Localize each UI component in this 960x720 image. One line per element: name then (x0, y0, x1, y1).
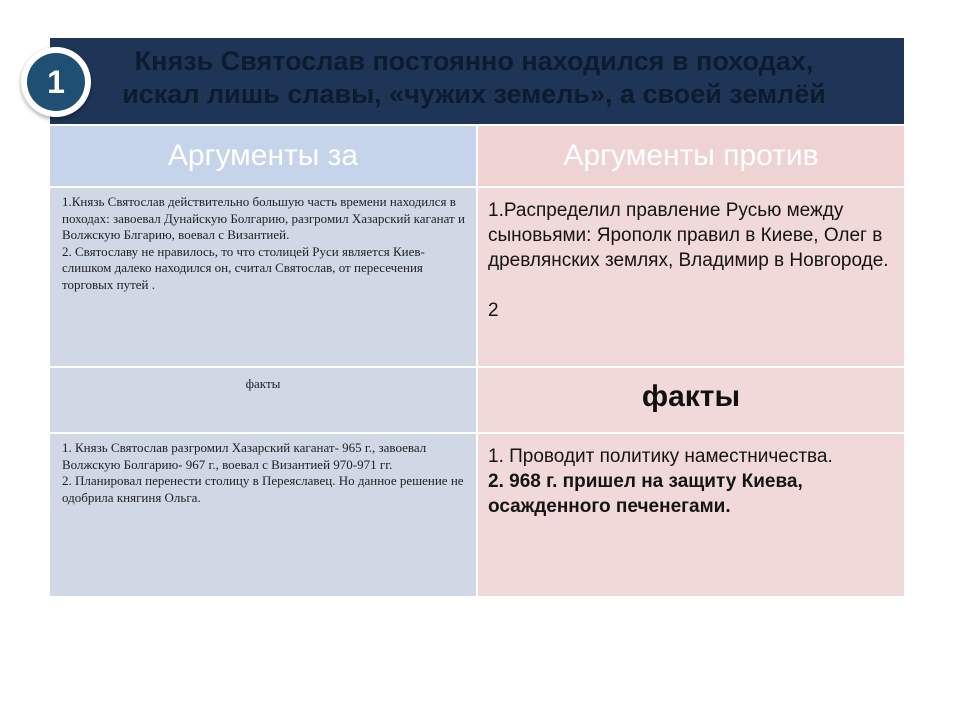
row1-against-point-1: 1.Распределил правление Русью между сыновьями: Ярополк правил в Киеве, Олег в древлянских землях, Владимир в Новгороде. (488, 200, 889, 271)
header-arguments-for: Аргументы за (49, 125, 477, 187)
row3-facts-for: 1. Князь Святослав разгромил Хазарский каганат- 965 г., завоевал Волжскую Болгарию- 967 г., воевал с Византией 970-971 гг. 2. Планировал перенести столицу в Переяславец. Но данное решение не одобрила княгиня Ольга. (49, 433, 477, 597)
comparison-table (48, 36, 906, 598)
row1-arguments-against (477, 187, 905, 367)
slide-title: Князь Святослав постоянно находился в походах, искал лишь славы, «чужих земель», а своей землёй (122, 46, 826, 109)
slide-number: 1 (27, 53, 85, 111)
row1-arguments-for: 1.Князь Святослав действительно большую часть времени находился в походах: завоевал Дунайскую Болгарию, разгромил Хазарский каганат и Волжскую Блгарию, воевал с Византией. 2. Святославу не нравилось, то что столицей Руси является Киев- слишком далеко находился он, считал Святослав, от пересечения торговых путей . (49, 187, 477, 367)
title-bar (49, 37, 905, 125)
row3-against-point-1: 1. Проводит политику наместничества. (488, 446, 833, 467)
row3-against-point-2: 2. 968 г. пришел на защиту Киева, осажденного печенегами. (488, 471, 803, 517)
row1-against-point-2: 2 (488, 300, 499, 321)
row1-spacer (488, 273, 894, 298)
row3-facts-against (477, 433, 905, 597)
slide-number-badge (21, 47, 91, 117)
row2-facts-label-right: факты (477, 367, 905, 433)
row2-facts-label-left: факты (49, 367, 477, 433)
header-arguments-against: Аргументы против (477, 125, 905, 187)
